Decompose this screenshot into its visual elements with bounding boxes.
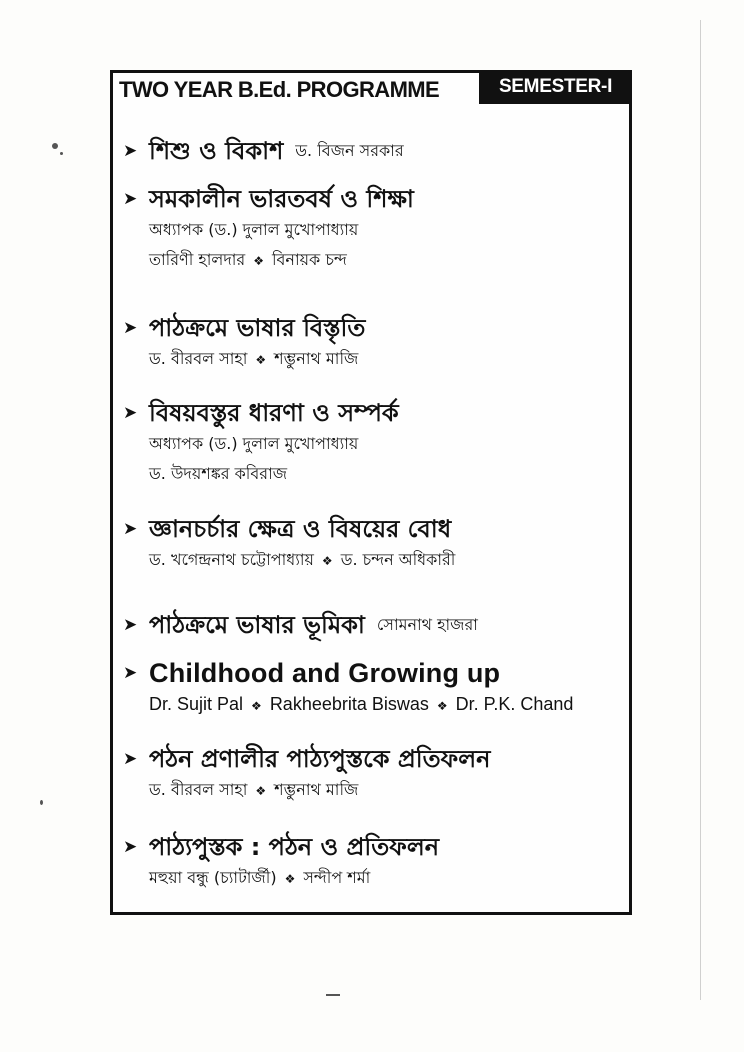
- author-name: ড. উদয়শঙ্কর কবিরাজ: [149, 464, 288, 483]
- author-name: বিনায়ক চন্দ: [271, 250, 347, 269]
- book-title-line: [123, 831, 621, 863]
- book-title-line: [123, 183, 621, 215]
- scan-speck: [60, 152, 63, 155]
- diamond-separator-icon: ❖: [253, 254, 264, 268]
- arrow-bullet-icon: ➤: [123, 663, 138, 683]
- book-list: [113, 73, 629, 912]
- diamond-separator-icon: ❖: [255, 353, 267, 367]
- book-title: পাঠ্যপুস্তক : পঠন ও প্রতিফলন: [149, 833, 440, 861]
- author-name: মহুয়া বন্ধু (চ্যাটার্জী): [149, 868, 277, 887]
- book-entry: [123, 657, 621, 721]
- scan-edge-line: [700, 20, 701, 1000]
- book-title-line: [123, 657, 621, 689]
- author-name: শম্ভুনাথ মাজি: [274, 780, 359, 799]
- book-title-line: [123, 609, 621, 641]
- diamond-separator-icon: ❖: [321, 554, 333, 568]
- book-title-line: [123, 135, 621, 167]
- scan-speck: [40, 800, 43, 805]
- arrow-bullet-icon: ➤: [123, 519, 138, 539]
- diamond-separator-icon: ❖: [436, 699, 448, 713]
- author-name: শম্ভুনাথ মাজি: [274, 349, 359, 368]
- arrow-bullet-icon: ➤: [123, 318, 138, 338]
- arrow-bullet-icon: ➤: [123, 403, 138, 423]
- diamond-separator-icon: ❖: [255, 784, 267, 798]
- arrow-bullet-icon: ➤: [123, 141, 138, 161]
- scan-speck: [326, 994, 340, 996]
- book-author: সোমনাথ হাজরা: [376, 614, 478, 634]
- author-name: তারিণী হালদার: [149, 250, 246, 269]
- author-name: সন্দীপ শর্মা: [303, 868, 371, 887]
- book-title: সমকালীন ভারতবর্ষ ও শিক্ষা: [149, 185, 414, 213]
- scan-speck: [52, 143, 58, 149]
- book-title-line: [123, 743, 621, 775]
- author-name: ড. খগেন্দ্রনাথ চট্টোপাধ্যায়: [149, 550, 314, 569]
- book-title: জ্ঞানচর্চার ক্ষেত্র ও বিষয়ের বোধ: [149, 515, 452, 543]
- author-line: [149, 344, 621, 375]
- book-title: Childhood and Growing up: [149, 658, 501, 688]
- author-line: [149, 245, 621, 276]
- author-line: [149, 545, 621, 576]
- arrow-bullet-icon: ➤: [123, 749, 138, 769]
- book-title: পঠন প্রণালীর পাঠ্যপুস্তকে প্রতিফলন: [149, 745, 491, 773]
- author-line: [149, 689, 621, 721]
- book-entry: [123, 135, 621, 167]
- author-line: [149, 215, 621, 245]
- arrow-bullet-icon: ➤: [123, 189, 138, 209]
- book-title-line: [123, 312, 621, 344]
- book-entry: [123, 513, 621, 576]
- author-name: ড. বীরবল সাহা: [149, 780, 248, 799]
- author-name: অধ্যাপক (ড.) দুলাল মুখোপাধ্যায়: [149, 220, 359, 239]
- author-name: ড. বীরবল সাহা: [149, 349, 248, 368]
- author-name: Dr. Sujit Pal: [149, 694, 244, 714]
- arrow-bullet-icon: ➤: [123, 615, 138, 635]
- author-name: ড. চন্দন অধিকারী: [340, 550, 456, 569]
- diamond-separator-icon: ❖: [284, 872, 296, 886]
- author-line: [149, 459, 621, 489]
- book-title: বিষয়বস্তুর ধারণা ও সম্পর্ক: [149, 399, 399, 427]
- book-title-line: [123, 397, 621, 429]
- book-title: পাঠক্রমে ভাষার ভূমিকা: [149, 611, 365, 639]
- diamond-separator-icon: ❖: [251, 699, 262, 713]
- author-name: Dr. P.K. Chand: [455, 694, 574, 714]
- author-name: অধ্যাপক (ড.) দুলাল মুখোপাধ্যায়: [149, 434, 359, 453]
- book-author: ড. বিজন সরকার: [295, 140, 404, 160]
- author-line: [149, 863, 621, 894]
- book-entry: [123, 183, 621, 276]
- book-title-line: [123, 513, 621, 545]
- book-title: পাঠক্রমে ভাষার বিস্তৃতি: [149, 314, 366, 342]
- book-list-panel: [110, 70, 632, 915]
- book-title: শিশু ও বিকাশ: [149, 137, 284, 165]
- book-entry: [123, 312, 621, 375]
- author-line: [149, 429, 621, 459]
- book-entry: [123, 831, 621, 894]
- book-entry: [123, 397, 621, 489]
- author-name: Rakheebrita Biswas: [269, 694, 429, 714]
- book-entry: [123, 743, 621, 806]
- arrow-bullet-icon: ➤: [123, 837, 138, 857]
- semester-badge: SEMESTER-I: [479, 70, 632, 104]
- author-line: [149, 775, 621, 806]
- book-entry: [123, 609, 621, 641]
- program-title: TWO YEAR B.Ed. PROGRAMME: [119, 77, 440, 102]
